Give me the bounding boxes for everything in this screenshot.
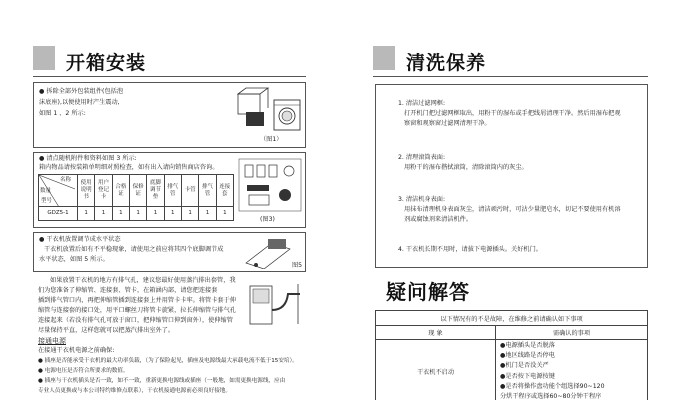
clean-item bbox=[398, 195, 621, 225]
power-item: ● 电源电压是否符合所要求的数值。 bbox=[38, 368, 129, 374]
exhaust-line: 插到排气管口内，再把伸缩管插到连接套上并用管卡卡牢。将管卡套于伸 bbox=[38, 297, 236, 304]
clean-item bbox=[398, 99, 621, 129]
faq-check-item: ●电源插头是否脱落 bbox=[500, 342, 555, 349]
step-accessories-line: 箱内物品请按装箱单明细对照检查，如有出入请向销售商店咨询。 bbox=[39, 164, 219, 171]
step-accessories-box bbox=[33, 152, 306, 228]
section-marker-square bbox=[33, 46, 55, 70]
clean-item-line: 打开机门把过滤网框取出，用粉干的湿布或手把线屑清理干净。然后用湿布把观 bbox=[404, 110, 621, 117]
step-leveling-line: 干衣机放置后如有不平稳现象，请使用之前应将其四个底脚调节成 bbox=[44, 246, 224, 253]
quantity-cell: 1 bbox=[147, 207, 164, 221]
leveling-illustration bbox=[242, 235, 294, 269]
step-leveling-line: ● 干衣机放置调节成水平状态 bbox=[39, 236, 121, 243]
power-item: ● 插座与干衣机插头是否一致，如不一致，重新更换电源线或插座（一般地，如需更换电源线，应由 bbox=[38, 378, 286, 384]
column-header: 排气管 bbox=[199, 175, 216, 207]
faq-check-item: ●地区线路是否停电 bbox=[500, 352, 555, 360]
step-unpack-line: 沫底座),以便使用时产生震动, bbox=[39, 99, 120, 106]
section-marker-square bbox=[373, 46, 395, 70]
corner-bottom-label: 型号 bbox=[41, 198, 53, 204]
clean-item-line: 1. 清洁过滤网框: bbox=[398, 100, 446, 107]
exhaust-hose-illustration bbox=[246, 280, 304, 328]
title-rule bbox=[373, 76, 648, 77]
section-title-cleaning: 清洗保养 bbox=[406, 52, 487, 74]
clean-item bbox=[398, 245, 542, 255]
faq-header: 以下情况有的不是故障，在维修之前请确认如下事项 bbox=[376, 311, 648, 326]
step-unpack-line: 如图 1 、2 所示: bbox=[39, 110, 86, 117]
clean-item-line: 用抹布清理机身表面灰尘，清洁顽污时，可沾少量肥皂水，切记不要使用有机溶 bbox=[404, 206, 621, 213]
accessory-table bbox=[38, 174, 234, 221]
exhaust-line: 连接起来（若没有排气孔可放于窗口，把伸缩管口伸到窗外），使伸缩管 bbox=[38, 317, 233, 324]
faq-col-phenomenon: 现 象 bbox=[376, 326, 496, 340]
column-header: 用户登记卡 bbox=[95, 175, 112, 207]
section-title-unpack-install: 开箱安装 bbox=[66, 52, 147, 74]
unpack-illustration bbox=[234, 86, 304, 134]
figure-3-label: (图3) bbox=[260, 216, 275, 223]
section-title-faq: 疑问解答 bbox=[386, 280, 470, 304]
column-header: 使用说明书 bbox=[78, 175, 95, 207]
clean-item-line: 用粉干的湿布揩拭滚筒，清除滚筒内的灰尘。 bbox=[404, 164, 528, 171]
quantity-cell: 1 bbox=[216, 207, 233, 221]
exhaust-line: 缩管与连接套的接口处，用平口螺丝刀将管卡旋紧，拉长伸缩管与排气孔 bbox=[38, 307, 236, 314]
step-accessories-line: ● 清点随机附件和资料如图 3 所示: bbox=[39, 155, 137, 162]
faq-check-item: ●是否将操作盘功能个组选择90~120 bbox=[500, 382, 605, 390]
exhaust-line: 如果放置干衣机的地方有排气孔，建议您最好使用蒸汽排出套管，我 bbox=[50, 277, 236, 284]
faq-phenomenon: 干衣机不启动 bbox=[376, 340, 496, 400]
power-item: ● 插座是否能承受干衣机的最大功率负载，（为了保险起见，插座及电源线最大承载电流不低于15安培）。 bbox=[38, 358, 298, 364]
accessories-illustration bbox=[237, 157, 303, 213]
cleaning-box bbox=[375, 84, 648, 268]
column-header: 排气管 bbox=[164, 175, 181, 207]
quantity-cell: 1 bbox=[78, 207, 95, 221]
power-item: 专业人员更换或与本公司特约维修点联系），干衣机接通电源前必须良好接地。 bbox=[38, 388, 231, 394]
clean-item-line: 3. 清洁机身表面: bbox=[398, 196, 446, 203]
corner-top-label: 名称 bbox=[60, 177, 72, 183]
faq-table bbox=[375, 310, 648, 400]
quantity-cell: 1 bbox=[199, 207, 216, 221]
step-unpack-box bbox=[33, 82, 306, 148]
faq-table-wrap bbox=[375, 310, 648, 400]
column-header: 保修证 bbox=[129, 175, 146, 207]
quantity-cell: 1 bbox=[112, 207, 129, 221]
exhaust-line: 尽量保持平直，这样您就可以把蒸汽排出室外了。 bbox=[38, 327, 175, 334]
clean-item-line: 剂或腐蚀剂来清洁机件。 bbox=[404, 216, 473, 223]
quantity-cell: 1 bbox=[181, 207, 198, 221]
step-leveling-line: 水平状态，如图 5 所示。 bbox=[39, 256, 109, 263]
power-section bbox=[38, 336, 310, 396]
power-heading: 接通电源 bbox=[38, 337, 66, 345]
corner-mid-label: 数量 bbox=[40, 188, 52, 194]
clean-item-line: 察窗和观察窗过滤网清理干净。 bbox=[404, 120, 491, 127]
figure-5-label: 图5 bbox=[292, 262, 303, 269]
column-header: 合格证 bbox=[112, 175, 129, 207]
faq-check-item: 分烘干程序或选择60~80分钟干程序 bbox=[500, 393, 602, 400]
table-corner-cell bbox=[39, 175, 78, 207]
clean-item-line: 2. 清理滚筒表面: bbox=[398, 154, 446, 161]
figure-1-label: （图1） bbox=[260, 136, 283, 143]
step-leveling-box bbox=[33, 232, 306, 272]
faq-check-item: ●是否按下电源按键 bbox=[500, 372, 555, 380]
step-unpack-line: ● 拆除全部外包装组件(包括泡 bbox=[39, 88, 124, 95]
model-cell: GDZ5-1 bbox=[39, 207, 78, 221]
faq-check-item: ●机门是否没关严 bbox=[500, 362, 549, 370]
exhaust-line: 们为您准备了伸缩管、连接套、管卡，在箱涵内部，请您把连接套 bbox=[38, 287, 218, 294]
clean-item bbox=[398, 153, 528, 173]
column-header: 卡管 bbox=[181, 175, 198, 207]
title-rule bbox=[33, 76, 306, 77]
column-header: 底脚调节垫 bbox=[147, 175, 164, 207]
faq-col-check: 需确认的事项 bbox=[496, 326, 648, 340]
clean-item-line: 4. 干衣机长期不用时，请拔下电源插头。关好机门。 bbox=[398, 246, 542, 253]
exhaust-paragraph bbox=[38, 276, 238, 336]
quantity-cell: 1 bbox=[129, 207, 146, 221]
power-subheading: 在接通干衣机电源之前确保: bbox=[38, 347, 115, 354]
quantity-cell: 1 bbox=[164, 207, 181, 221]
column-header: 连接套 bbox=[216, 175, 233, 207]
quantity-cell: 1 bbox=[95, 207, 112, 221]
